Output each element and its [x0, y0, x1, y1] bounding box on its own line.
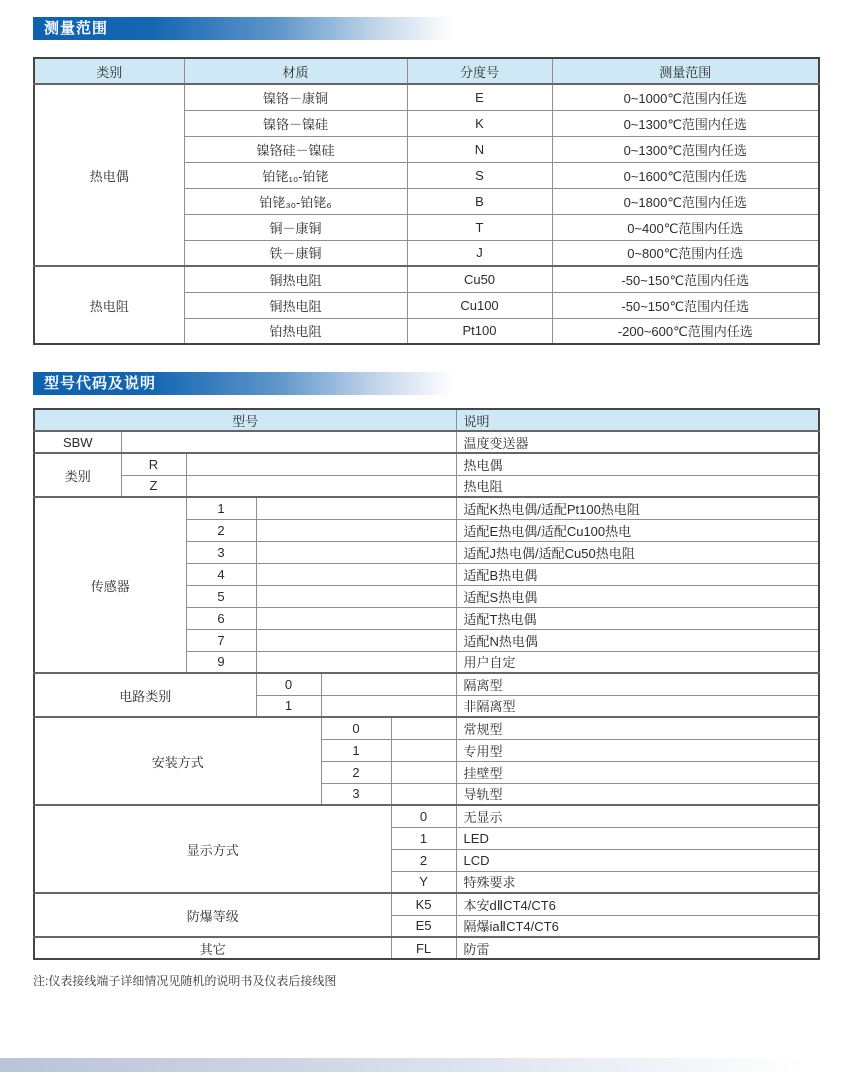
spacer-cell [256, 541, 456, 563]
spacer-cell [391, 783, 456, 805]
section-label-cell: 传感器 [34, 497, 186, 673]
description-cell: 本安dⅡCT4/CT6 [456, 893, 819, 915]
code-cell: FL [391, 937, 456, 959]
range-cell: 0~1800℃范围内任选 [552, 188, 819, 214]
material-cell: 铜热电阻 [184, 266, 407, 292]
description-cell: 非隔离型 [456, 695, 819, 717]
code-cell: E5 [391, 915, 456, 937]
description-cell: LED [456, 827, 819, 849]
code-cell: 3 [186, 541, 256, 563]
range-cell: -200~600℃范围内任选 [552, 318, 819, 344]
graduation-cell: K [407, 110, 552, 136]
section-title-model-code: 型号代码及说明 [33, 372, 453, 395]
spacer-cell [391, 717, 456, 739]
col-header-description: 说明 [456, 409, 819, 431]
description-cell: 用户自定 [456, 651, 819, 673]
description-cell: 特殊要求 [456, 871, 819, 893]
section-label-cell: 安装方式 [34, 717, 321, 805]
description-cell: 隔爆iaⅡCT4/CT6 [456, 915, 819, 937]
table-row [34, 266, 819, 292]
code-cell: 1 [321, 739, 391, 761]
table-row [34, 453, 819, 475]
code-cell: 1 [256, 695, 321, 717]
description-cell: 防雷 [456, 937, 819, 959]
spacer-cell [256, 519, 456, 541]
range-cell: 0~1300℃范围内任选 [552, 136, 819, 162]
description-cell: 隔离型 [456, 673, 819, 695]
description-cell: 适配J热电偶/适配Cu50热电阻 [456, 541, 819, 563]
description-cell: 适配E热电偶/适配Cu100热电 [456, 519, 819, 541]
col-header-model: 型号 [34, 409, 456, 431]
code-cell: 1 [391, 827, 456, 849]
table-row [34, 893, 819, 915]
description-cell: 适配T热电偶 [456, 607, 819, 629]
category-cell: 热电偶 [34, 84, 184, 266]
section-label-cell: 其它 [34, 937, 391, 959]
code-cell: 0 [256, 673, 321, 695]
code-cell: 9 [186, 651, 256, 673]
spacer-cell [256, 563, 456, 585]
code-cell: R [121, 453, 186, 475]
graduation-cell: B [407, 188, 552, 214]
description-cell: 专用型 [456, 739, 819, 761]
code-cell: Y [391, 871, 456, 893]
graduation-cell: N [407, 136, 552, 162]
description-cell: 适配B热电偶 [456, 563, 819, 585]
graduation-cell: E [407, 84, 552, 110]
material-cell: 铁－康铜 [184, 240, 407, 266]
table-row [34, 673, 819, 695]
spacer-cell [391, 739, 456, 761]
measure-range-table [33, 57, 820, 345]
material-cell: 铂铑₃₀-铂铑₆ [184, 188, 407, 214]
section-title-measure-range: 测量范围 [33, 17, 453, 40]
col-header-graduation: 分度号 [407, 58, 552, 84]
code-cell: 1 [186, 497, 256, 519]
material-cell: 铜－康铜 [184, 214, 407, 240]
footnote: 注:仪表接线端子详细情况见随机的说明书及仪表后接线图 [33, 974, 337, 988]
graduation-cell: Cu50 [407, 266, 552, 292]
spacer-cell [321, 695, 456, 717]
range-cell: -50~150℃范围内任选 [552, 266, 819, 292]
material-cell: 镍铬－康铜 [184, 84, 407, 110]
code-cell: 4 [186, 563, 256, 585]
material-cell: 镍铬－镍硅 [184, 110, 407, 136]
description-cell: 热电阻 [456, 475, 819, 497]
col-header-material: 材质 [184, 58, 407, 84]
description-cell: 无显示 [456, 805, 819, 827]
description-cell: 常规型 [456, 717, 819, 739]
table-row [34, 431, 819, 453]
description-cell: 温度变送器 [456, 431, 819, 453]
spacer-cell [321, 673, 456, 695]
code-cell: 6 [186, 607, 256, 629]
table-row [34, 475, 819, 497]
footer-gradient-bar [0, 1058, 850, 1072]
graduation-cell: Cu100 [407, 292, 552, 318]
range-cell: 0~400℃范围内任选 [552, 214, 819, 240]
section-label-cell: 电路类别 [34, 673, 256, 717]
code-cell: 0 [321, 717, 391, 739]
description-cell: 适配K热电偶/适配Pt100热电阻 [456, 497, 819, 519]
code-cell: K5 [391, 893, 456, 915]
col-header-range: 测量范围 [552, 58, 819, 84]
table-header-row [34, 409, 819, 431]
description-cell: 导轨型 [456, 783, 819, 805]
description-cell: 适配S热电偶 [456, 585, 819, 607]
range-cell: 0~1300℃范围内任选 [552, 110, 819, 136]
code-cell: 3 [321, 783, 391, 805]
description-cell: 适配N热电偶 [456, 629, 819, 651]
code-cell: 2 [391, 849, 456, 871]
spacer-cell [256, 497, 456, 519]
spacer-cell [186, 475, 456, 497]
spacer-cell [391, 761, 456, 783]
table-row [34, 805, 819, 827]
spacer-cell [186, 453, 456, 475]
table-header-row [34, 58, 819, 84]
range-cell: -50~150℃范围内任选 [552, 292, 819, 318]
category-cell: 热电阻 [34, 266, 184, 344]
code-cell: 7 [186, 629, 256, 651]
model-code-table [33, 408, 820, 960]
spacer-cell [256, 585, 456, 607]
code-cell: 2 [321, 761, 391, 783]
material-cell: 铂热电阻 [184, 318, 407, 344]
description-cell: 热电偶 [456, 453, 819, 475]
description-cell: 挂壁型 [456, 761, 819, 783]
description-cell: LCD [456, 849, 819, 871]
material-cell: 镍铬硅－镍硅 [184, 136, 407, 162]
code-cell: SBW [34, 431, 121, 453]
material-cell: 铜热电阻 [184, 292, 407, 318]
model-table-body [34, 431, 819, 959]
material-cell: 铂铑₁₀-铂铑 [184, 162, 407, 188]
section-label-cell: 类别 [34, 453, 121, 497]
col-header-category: 类别 [34, 58, 184, 84]
graduation-cell: Pt100 [407, 318, 552, 344]
spacer-cell [256, 651, 456, 673]
spacer-cell [256, 629, 456, 651]
table-row [34, 84, 819, 110]
range-cell: 0~1600℃范围内任选 [552, 162, 819, 188]
range-table-body [34, 84, 819, 344]
code-cell: 0 [391, 805, 456, 827]
table-row [34, 497, 819, 519]
graduation-cell: J [407, 240, 552, 266]
graduation-cell: T [407, 214, 552, 240]
spacer-cell [256, 607, 456, 629]
section-label-cell: 防爆等级 [34, 893, 391, 937]
code-cell: 5 [186, 585, 256, 607]
spacer-cell [121, 431, 456, 453]
section-label-cell: 显示方式 [34, 805, 391, 893]
range-cell: 0~1000℃范围内任选 [552, 84, 819, 110]
graduation-cell: S [407, 162, 552, 188]
table-row [34, 937, 819, 959]
range-cell: 0~800℃范围内任选 [552, 240, 819, 266]
code-cell: Z [121, 475, 186, 497]
code-cell: 2 [186, 519, 256, 541]
table-row [34, 717, 819, 739]
